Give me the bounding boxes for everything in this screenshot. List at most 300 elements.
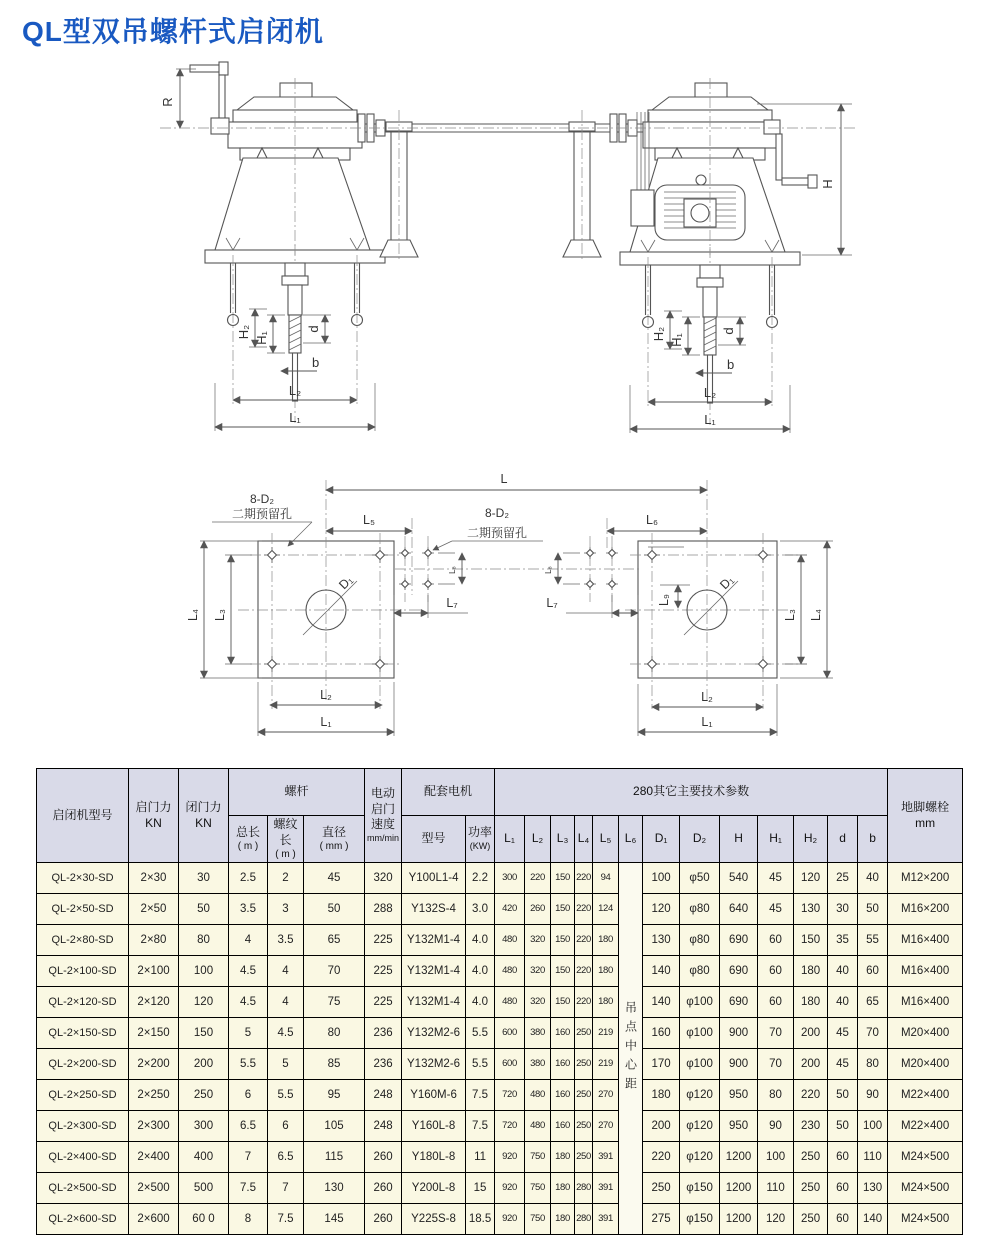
cell-D2: φ150 — [680, 1204, 720, 1235]
cell-thread_length: 4 — [268, 987, 304, 1018]
cell-motor_model: Y132S-4 — [402, 894, 466, 925]
cell-D1: 160 — [643, 1018, 680, 1049]
cell-speed: 225 — [365, 956, 402, 987]
cell-model: QL-2×120-SD — [37, 987, 129, 1018]
cell-d: 45 — [828, 1049, 858, 1080]
header-thread-length-label: 螺纹长 — [273, 816, 298, 847]
cell-anchor_bolt: M24×500 — [888, 1204, 963, 1235]
cell-speed: 236 — [365, 1018, 402, 1049]
cell-H1: 100 — [758, 1142, 794, 1173]
cell-b: 60 — [858, 956, 888, 987]
cell-L4: 220 — [575, 863, 593, 894]
cell-power: 15 — [466, 1173, 495, 1204]
dim-label-b: b — [312, 355, 320, 370]
table-row — [37, 1049, 963, 1080]
header-model: 启闭机型号 — [37, 769, 129, 863]
cell-total_length: 5.5 — [229, 1049, 268, 1080]
dim-label-h: H — [820, 179, 835, 189]
dim-label-l1: L₁ — [704, 412, 716, 427]
technical-drawing — [0, 50, 1000, 760]
header-motor-model: 型号 — [402, 816, 466, 863]
cell-L4: 250 — [575, 1111, 593, 1142]
cell-d: 35 — [828, 925, 858, 956]
cell-power: 3.0 — [466, 894, 495, 925]
cell-model: QL-2×200-SD — [37, 1049, 129, 1080]
cell-power: 18.5 — [466, 1204, 495, 1235]
cell-L1: 420 — [495, 894, 525, 925]
cell-D2: φ120 — [680, 1111, 720, 1142]
header-motor: 配套电机 — [402, 769, 495, 816]
cell-D1: 140 — [643, 987, 680, 1018]
cell-anchor_bolt: M20×400 — [888, 1049, 963, 1080]
cell-D2: φ100 — [680, 1049, 720, 1080]
dim-label-l8: L₈ — [448, 566, 457, 574]
table-row — [37, 1142, 963, 1173]
cell-L4: 220 — [575, 894, 593, 925]
cell-motor_model: Y132M1-4 — [402, 925, 466, 956]
cell-H1: 45 — [758, 863, 794, 894]
hoist-center-distance-cell: 吊点中心距 — [619, 863, 643, 1235]
dim-label-l2: L₂ — [701, 690, 713, 704]
cell-thread_length: 3.5 — [268, 925, 304, 956]
dim-label-l8: L₈ — [544, 566, 553, 574]
cell-open_force: 2×500 — [129, 1173, 179, 1204]
cell-anchor_bolt: M16×200 — [888, 894, 963, 925]
phase2-holes-label: 二期预留孔 — [231, 507, 293, 521]
cell-d: 60 — [828, 1142, 858, 1173]
cell-open_force: 2×150 — [129, 1018, 179, 1049]
cell-L5: 94 — [593, 863, 619, 894]
cell-L1: 720 — [495, 1111, 525, 1142]
cell-H1: 120 — [758, 1204, 794, 1235]
holes-callout-left — [212, 492, 312, 546]
cell-total_length: 2.5 — [229, 863, 268, 894]
right-hoist-elevation — [610, 83, 817, 433]
cell-b: 65 — [858, 987, 888, 1018]
cell-diameter: 85 — [304, 1049, 365, 1080]
cell-open_force: 2×100 — [129, 956, 179, 987]
cell-L3: 160 — [551, 1018, 575, 1049]
cell-diameter: 130 — [304, 1173, 365, 1204]
header-open-force — [129, 769, 179, 863]
cell-H2: 130 — [794, 894, 828, 925]
dim-label-l4: L₄ — [809, 608, 823, 622]
cell-H: 1200 — [720, 1173, 758, 1204]
header-col-L4: L₄ — [575, 816, 593, 863]
cell-d: 60 — [828, 1204, 858, 1235]
header-diameter-label: 直径 — [322, 824, 347, 839]
cell-L5: 180 — [593, 987, 619, 1018]
table-row — [37, 894, 963, 925]
spec-table-body — [37, 863, 963, 1235]
cell-L2: 260 — [525, 894, 551, 925]
cell-power: 4.0 — [466, 987, 495, 1018]
dim-label-h1: H₁ — [669, 333, 684, 347]
header-params: 280其它主要技术参数 — [495, 769, 888, 816]
cell-total_length: 7.5 — [229, 1173, 268, 1204]
cell-speed: 288 — [365, 894, 402, 925]
cell-close_force: 80 — [179, 925, 229, 956]
cell-L3: 150 — [551, 987, 575, 1018]
cell-open_force: 2×80 — [129, 925, 179, 956]
cell-speed: 260 — [365, 1173, 402, 1204]
cell-L4: 220 — [575, 925, 593, 956]
cell-thread_length: 5.5 — [268, 1080, 304, 1111]
table-row — [37, 1018, 963, 1049]
header-total-length-label: 总长 — [235, 824, 260, 839]
cell-d: 45 — [828, 1018, 858, 1049]
cell-L3: 150 — [551, 894, 575, 925]
cell-H: 690 — [720, 987, 758, 1018]
header-speed-line2: 启门 — [371, 801, 396, 816]
cell-motor_model: Y100L1-4 — [402, 863, 466, 894]
cell-thread_length: 4.5 — [268, 1018, 304, 1049]
cell-D1: 180 — [643, 1080, 680, 1111]
table-row — [37, 925, 963, 956]
cell-L2: 750 — [525, 1173, 551, 1204]
table-row — [37, 1204, 963, 1235]
cell-motor_model: Y225S-8 — [402, 1204, 466, 1235]
dim-label-b: b — [727, 357, 735, 372]
cell-L5: 219 — [593, 1018, 619, 1049]
cell-close_force: 50 — [179, 894, 229, 925]
cell-thread_length: 6 — [268, 1111, 304, 1142]
cell-L1: 480 — [495, 925, 525, 956]
electric-motor — [655, 175, 745, 240]
cell-open_force: 2×600 — [129, 1204, 179, 1235]
cell-L4: 280 — [575, 1173, 593, 1204]
cell-d: 50 — [828, 1080, 858, 1111]
cell-H1: 70 — [758, 1018, 794, 1049]
cell-D2: φ80 — [680, 925, 720, 956]
cell-thread_length: 6.5 — [268, 1142, 304, 1173]
holes-count-label: 8-D₂ — [250, 492, 274, 506]
left-hoist-elevation — [190, 62, 385, 431]
cell-L4: 220 — [575, 987, 593, 1018]
cell-D1: 130 — [643, 925, 680, 956]
cell-H1: 70 — [758, 1049, 794, 1080]
dim-label-h1: H₁ — [254, 331, 269, 345]
cell-model: QL-2×400-SD — [37, 1142, 129, 1173]
cell-model: QL-2×30-SD — [37, 863, 129, 894]
header-col-L2: L₂ — [525, 816, 551, 863]
cell-diameter: 45 — [304, 863, 365, 894]
cell-L2: 380 — [525, 1018, 551, 1049]
cell-speed: 225 — [365, 925, 402, 956]
cell-L3: 180 — [551, 1173, 575, 1204]
cell-H: 690 — [720, 925, 758, 956]
cell-D2: φ50 — [680, 863, 720, 894]
hand-crank-right — [764, 120, 817, 188]
dim-label-l1: L₁ — [701, 715, 713, 729]
table-row — [37, 863, 963, 894]
cell-anchor_bolt: M20×400 — [888, 1018, 963, 1049]
cell-b: 80 — [858, 1049, 888, 1080]
dim-label-d: d — [306, 325, 321, 333]
cell-model: QL-2×150-SD — [37, 1018, 129, 1049]
cell-b: 100 — [858, 1111, 888, 1142]
cell-L3: 150 — [551, 956, 575, 987]
cell-D1: 100 — [643, 863, 680, 894]
dim-label-l: L — [500, 472, 508, 486]
cell-L2: 480 — [525, 1080, 551, 1111]
cell-H1: 90 — [758, 1111, 794, 1142]
cell-model: QL-2×600-SD — [37, 1204, 129, 1235]
dim-label-l4: L₄ — [186, 608, 200, 622]
cell-H2: 250 — [794, 1173, 828, 1204]
phase2-holes-label: 二期预留孔 — [466, 526, 528, 540]
dim-label-d1: D₁ — [336, 572, 356, 593]
cell-L2: 380 — [525, 1049, 551, 1080]
cell-D2: φ120 — [680, 1080, 720, 1111]
cell-close_force: 400 — [179, 1142, 229, 1173]
dim-label-l1: L₁ — [320, 715, 332, 729]
cell-b: 50 — [858, 894, 888, 925]
header-col-L6: L₆ — [619, 816, 643, 863]
cell-thread_length: 3 — [268, 894, 304, 925]
cell-total_length: 4 — [229, 925, 268, 956]
cell-L5: 124 — [593, 894, 619, 925]
cell-close_force: 30 — [179, 863, 229, 894]
cell-thread_length: 7.5 — [268, 1204, 304, 1235]
header-col-H1: H₁ — [758, 816, 794, 863]
cell-L2: 750 — [525, 1204, 551, 1235]
header-close-force-unit: KN — [195, 815, 212, 830]
cell-L4: 250 — [575, 1142, 593, 1173]
cell-diameter: 145 — [304, 1204, 365, 1235]
cell-H2: 180 — [794, 987, 828, 1018]
cell-close_force: 100 — [179, 956, 229, 987]
cell-H2: 200 — [794, 1018, 828, 1049]
cell-b: 90 — [858, 1080, 888, 1111]
cell-anchor_bolt: M16×400 — [888, 956, 963, 987]
cell-D1: 170 — [643, 1049, 680, 1080]
cell-L2: 320 — [525, 956, 551, 987]
header-total-length — [229, 816, 268, 863]
dim-label-l7: L₇ — [446, 596, 458, 610]
cell-L3: 150 — [551, 925, 575, 956]
cell-motor_model: Y132M1-4 — [402, 956, 466, 987]
cell-speed: 225 — [365, 987, 402, 1018]
cell-D1: 120 — [643, 894, 680, 925]
cell-thread_length: 7 — [268, 1173, 304, 1204]
cell-L1: 920 — [495, 1142, 525, 1173]
cell-anchor_bolt: M16×400 — [888, 925, 963, 956]
header-thread-length — [268, 816, 304, 863]
cell-diameter: 105 — [304, 1111, 365, 1142]
holes-callout-right — [433, 506, 543, 550]
page-title: QL型双吊螺杆式启闭机 — [22, 16, 324, 47]
cell-speed: 248 — [365, 1080, 402, 1111]
cell-D1: 200 — [643, 1111, 680, 1142]
header-anchor-bolt — [888, 769, 963, 863]
cell-D2: φ100 — [680, 987, 720, 1018]
cell-motor_model: Y160L-8 — [402, 1111, 466, 1142]
dim-label-l2: L₂ — [703, 385, 717, 400]
plan-view — [186, 472, 833, 736]
cell-D2: φ80 — [680, 894, 720, 925]
dim-label-l6: L₆ — [646, 513, 658, 527]
cell-b: 40 — [858, 863, 888, 894]
cell-L4: 250 — [575, 1018, 593, 1049]
cell-motor_model: Y132M2-6 — [402, 1049, 466, 1080]
cell-model: QL-2×500-SD — [37, 1173, 129, 1204]
cell-diameter: 70 — [304, 956, 365, 987]
dim-label-l2: L₂ — [288, 383, 302, 398]
cell-L2: 320 — [525, 987, 551, 1018]
dim-label-l3: L₃ — [783, 608, 797, 622]
cell-L1: 480 — [495, 987, 525, 1018]
cell-close_force: 200 — [179, 1049, 229, 1080]
cell-L4: 220 — [575, 956, 593, 987]
cell-motor_model: Y160M-6 — [402, 1080, 466, 1111]
cell-L1: 600 — [495, 1049, 525, 1080]
cell-power: 11 — [466, 1142, 495, 1173]
cell-speed: 260 — [365, 1142, 402, 1173]
cell-H: 690 — [720, 956, 758, 987]
header-thread-length-unit: ( m ) — [275, 849, 296, 861]
header-col-D2: D₂ — [680, 816, 720, 863]
header-anchor-bolt-label: 地脚螺栓 — [901, 799, 950, 814]
cell-H1: 60 — [758, 956, 794, 987]
cell-total_length: 4.5 — [229, 987, 268, 1018]
cell-close_force: 120 — [179, 987, 229, 1018]
dim-label-h2: H₂ — [651, 326, 666, 342]
cell-L5: 270 — [593, 1080, 619, 1111]
header-open-force-unit: KN — [145, 815, 162, 830]
cell-H2: 200 — [794, 1049, 828, 1080]
cell-diameter: 80 — [304, 1018, 365, 1049]
cell-L3: 150 — [551, 863, 575, 894]
cell-L2: 480 — [525, 1111, 551, 1142]
dim-label-d1: D₁ — [717, 572, 737, 593]
dim-label-l5: L₅ — [363, 513, 375, 527]
cell-d: 50 — [828, 1111, 858, 1142]
cell-H1: 60 — [758, 925, 794, 956]
cell-diameter: 75 — [304, 987, 365, 1018]
phase2-reserved-holes — [395, 536, 640, 602]
dim-label-d: d — [721, 327, 736, 335]
cell-close_force: 250 — [179, 1080, 229, 1111]
cell-speed: 248 — [365, 1111, 402, 1142]
cell-L1: 920 — [495, 1173, 525, 1204]
cell-power: 7.5 — [466, 1080, 495, 1111]
cell-L1: 920 — [495, 1204, 525, 1235]
cell-total_length: 6.5 — [229, 1111, 268, 1142]
cell-L3: 160 — [551, 1080, 575, 1111]
cell-D2: φ150 — [680, 1173, 720, 1204]
cell-D2: φ100 — [680, 1018, 720, 1049]
header-speed-line1: 电动 — [371, 786, 396, 801]
dim-label-l7: L₇ — [546, 596, 558, 610]
cell-d: 25 — [828, 863, 858, 894]
cell-thread_length: 2 — [268, 863, 304, 894]
cell-L2: 220 — [525, 863, 551, 894]
dim-label-l9: L₉ — [657, 594, 671, 606]
cell-diameter: 50 — [304, 894, 365, 925]
cell-diameter: 95 — [304, 1080, 365, 1111]
header-anchor-bolt-unit: mm — [915, 815, 936, 830]
hand-crank-left — [190, 62, 229, 134]
elevation-view — [160, 62, 855, 433]
cell-H2: 150 — [794, 925, 828, 956]
header-power-label: 功率 — [468, 825, 493, 840]
cell-L1: 720 — [495, 1080, 525, 1111]
cell-D1: 275 — [643, 1204, 680, 1235]
cell-d: 30 — [828, 894, 858, 925]
header-col-L5: L₅ — [593, 816, 619, 863]
cell-L1: 300 — [495, 863, 525, 894]
cell-H1: 60 — [758, 987, 794, 1018]
cell-H2: 250 — [794, 1204, 828, 1235]
cell-L5: 270 — [593, 1111, 619, 1142]
cell-D1: 220 — [643, 1142, 680, 1173]
cell-open_force: 2×250 — [129, 1080, 179, 1111]
cell-motor_model: Y180L-8 — [402, 1142, 466, 1173]
spec-table-header — [37, 769, 963, 863]
cell-L1: 480 — [495, 956, 525, 987]
header-col-b: b — [858, 816, 888, 863]
header-power-unit: (KW) — [469, 840, 491, 851]
cell-total_length: 7 — [229, 1142, 268, 1173]
cell-L5: 219 — [593, 1049, 619, 1080]
cell-d: 40 — [828, 956, 858, 987]
cell-H: 540 — [720, 863, 758, 894]
cell-H2: 120 — [794, 863, 828, 894]
cell-H: 1200 — [720, 1204, 758, 1235]
header-speed-line3: 速度 — [371, 817, 396, 832]
cell-H2: 250 — [794, 1142, 828, 1173]
header-diameter-unit: ( mm ) — [319, 841, 349, 853]
cell-L3: 180 — [551, 1142, 575, 1173]
cell-anchor_bolt: M24×500 — [888, 1173, 963, 1204]
cell-L3: 160 — [551, 1049, 575, 1080]
cell-D2: φ120 — [680, 1142, 720, 1173]
cell-L5: 180 — [593, 956, 619, 987]
cell-L4: 250 — [575, 1049, 593, 1080]
support-post-1 — [380, 110, 418, 262]
cell-H2: 220 — [794, 1080, 828, 1111]
cell-H: 900 — [720, 1018, 758, 1049]
cell-H2: 180 — [794, 956, 828, 987]
cell-L2: 320 — [525, 925, 551, 956]
cell-anchor_bolt: M22×400 — [888, 1111, 963, 1142]
cell-H2: 230 — [794, 1111, 828, 1142]
dim-label-h2: H₂ — [236, 324, 251, 340]
cell-H: 950 — [720, 1111, 758, 1142]
cell-D1: 250 — [643, 1173, 680, 1204]
cell-speed: 236 — [365, 1049, 402, 1080]
cell-total_length: 3.5 — [229, 894, 268, 925]
cell-H: 1200 — [720, 1142, 758, 1173]
cell-close_force: 500 — [179, 1173, 229, 1204]
cell-H: 640 — [720, 894, 758, 925]
cell-open_force: 2×50 — [129, 894, 179, 925]
cell-model: QL-2×100-SD — [37, 956, 129, 987]
cell-motor_model: Y132M1-4 — [402, 987, 466, 1018]
cell-H1: 45 — [758, 894, 794, 925]
table-row — [37, 956, 963, 987]
cell-L3: 160 — [551, 1111, 575, 1142]
cell-L4: 250 — [575, 1080, 593, 1111]
cell-L5: 391 — [593, 1173, 619, 1204]
dim-label-l3: L₃ — [213, 608, 227, 622]
cell-speed: 320 — [365, 863, 402, 894]
cell-d: 40 — [828, 987, 858, 1018]
cell-L4: 280 — [575, 1204, 593, 1235]
cell-total_length: 5 — [229, 1018, 268, 1049]
cell-close_force: 60 0 — [179, 1204, 229, 1235]
